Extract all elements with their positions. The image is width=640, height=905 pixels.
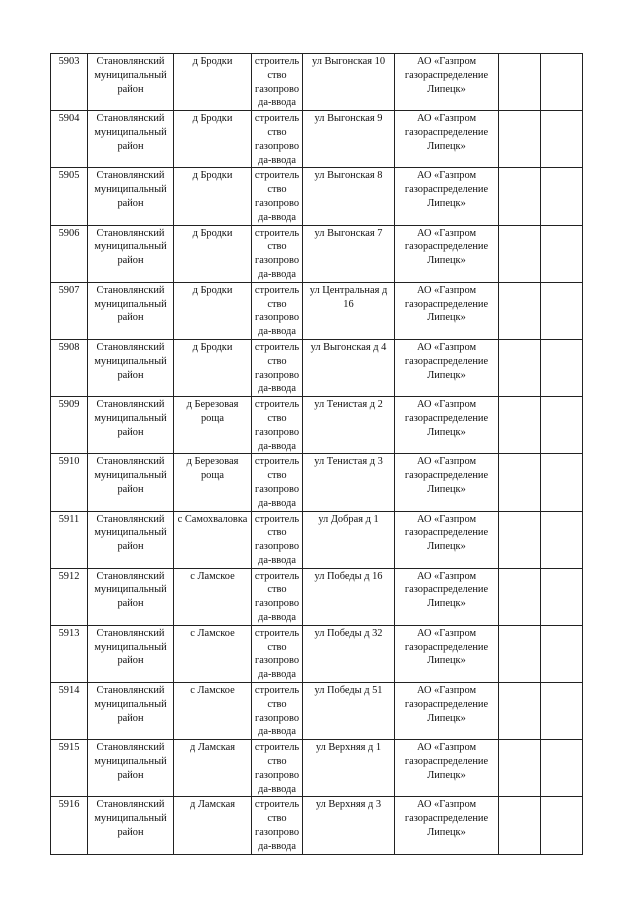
district-cell: Становлянский муниципальный район bbox=[88, 625, 174, 682]
work-type-line: газопрово bbox=[254, 369, 300, 381]
work-type-line: ство bbox=[267, 69, 287, 81]
district-cell: Становлянский муниципальный район bbox=[88, 168, 174, 225]
work-type-line: строитель bbox=[254, 685, 300, 697]
organization-cell: АО «Газпром газораспределение Липецк» bbox=[395, 454, 499, 511]
work-type-line: да-ввода bbox=[258, 440, 296, 452]
locality-cell: д Бродки bbox=[174, 111, 252, 168]
table-row bbox=[51, 454, 583, 511]
district-cell: Становлянский муниципальный район bbox=[88, 797, 174, 854]
organization-cell: АО «Газпром газораспределение Липецк» bbox=[395, 625, 499, 682]
work-type-line: строитель bbox=[254, 570, 300, 582]
work-type-line: да-ввода bbox=[258, 554, 296, 566]
work-type-line: да-ввода bbox=[258, 211, 296, 223]
address-cell: ул Тенистая д 3 bbox=[303, 454, 395, 511]
locality-cell: с Ламское bbox=[174, 568, 252, 625]
empty-cell bbox=[499, 740, 541, 797]
work-type-line: ство bbox=[267, 641, 287, 653]
table-row bbox=[51, 625, 583, 682]
organization-cell: АО «Газпром газораспределение Липецк» bbox=[395, 797, 499, 854]
empty-cell bbox=[499, 225, 541, 282]
district-cell: Становлянский муниципальный район bbox=[88, 568, 174, 625]
work-type-line: газопрово bbox=[254, 712, 300, 724]
work-type-line: строитель bbox=[254, 341, 300, 353]
empty-cell bbox=[541, 511, 583, 568]
empty-cell bbox=[499, 797, 541, 854]
work-type-line: строитель bbox=[254, 284, 300, 296]
work-type-line: газопрово bbox=[254, 541, 300, 553]
row-number-cell: 5916 bbox=[51, 797, 88, 854]
address-cell: ул Добрая д 1 bbox=[303, 511, 395, 568]
empty-cell bbox=[541, 339, 583, 396]
empty-cell bbox=[499, 625, 541, 682]
work-type-line: ство bbox=[267, 470, 287, 482]
address-cell: ул Тенистая д 2 bbox=[303, 397, 395, 454]
table-row bbox=[51, 683, 583, 740]
table-row bbox=[51, 511, 583, 568]
work-type-cell bbox=[252, 54, 303, 111]
row-number-cell: 5915 bbox=[51, 740, 88, 797]
empty-cell bbox=[541, 797, 583, 854]
table-row bbox=[51, 740, 583, 797]
table-row bbox=[51, 339, 583, 396]
work-type-cell bbox=[252, 625, 303, 682]
row-number-cell: 5909 bbox=[51, 397, 88, 454]
row-number-cell: 5911 bbox=[51, 511, 88, 568]
empty-cell bbox=[541, 568, 583, 625]
work-type-cell bbox=[252, 454, 303, 511]
work-type-line: газопрово bbox=[254, 140, 300, 152]
row-number-cell: 5910 bbox=[51, 454, 88, 511]
locality-cell: с Ламское bbox=[174, 683, 252, 740]
district-cell: Становлянский муниципальный район bbox=[88, 282, 174, 339]
work-type-cell bbox=[252, 397, 303, 454]
work-type-line: ство bbox=[267, 298, 287, 310]
table-row bbox=[51, 568, 583, 625]
table-body bbox=[51, 54, 583, 855]
row-number-cell: 5903 bbox=[51, 54, 88, 111]
locality-cell: с Самохваловка bbox=[174, 511, 252, 568]
work-type-line: газопрово bbox=[254, 827, 300, 839]
address-cell: ул Выгонская 7 bbox=[303, 225, 395, 282]
work-type-cell bbox=[252, 511, 303, 568]
address-cell: ул Выгонская 10 bbox=[303, 54, 395, 111]
work-type-line: ство bbox=[267, 184, 287, 196]
work-type-line: строитель bbox=[254, 627, 300, 639]
locality-cell: д Ламская bbox=[174, 740, 252, 797]
empty-cell bbox=[541, 683, 583, 740]
work-type-cell bbox=[252, 339, 303, 396]
work-type-line: строитель bbox=[254, 456, 300, 468]
row-number-cell: 5906 bbox=[51, 225, 88, 282]
table-row bbox=[51, 54, 583, 111]
address-cell: ул Верхняя д 3 bbox=[303, 797, 395, 854]
empty-cell bbox=[499, 339, 541, 396]
row-number-cell: 5905 bbox=[51, 168, 88, 225]
locality-cell: с Ламское bbox=[174, 625, 252, 682]
organization-cell: АО «Газпром газораспределение Липецк» bbox=[395, 740, 499, 797]
empty-cell bbox=[541, 397, 583, 454]
organization-cell: АО «Газпром газораспределение Липецк» bbox=[395, 225, 499, 282]
work-type-line: газопрово bbox=[254, 598, 300, 610]
table-row bbox=[51, 797, 583, 854]
empty-cell bbox=[541, 282, 583, 339]
empty-cell bbox=[499, 282, 541, 339]
work-type-line: газопрово bbox=[254, 655, 300, 667]
work-type-line: строитель bbox=[254, 113, 300, 125]
work-type-cell bbox=[252, 225, 303, 282]
empty-cell bbox=[499, 111, 541, 168]
district-cell: Становлянский муниципальный район bbox=[88, 339, 174, 396]
table-row bbox=[51, 168, 583, 225]
empty-cell bbox=[541, 454, 583, 511]
row-number-cell: 5907 bbox=[51, 282, 88, 339]
work-type-line: да-ввода bbox=[258, 268, 296, 280]
register-table bbox=[50, 53, 583, 855]
table-row bbox=[51, 397, 583, 454]
work-type-line: да-ввода bbox=[258, 383, 296, 395]
district-cell: Становлянский муниципальный район bbox=[88, 225, 174, 282]
empty-cell bbox=[499, 511, 541, 568]
work-type-line: ство bbox=[267, 241, 287, 253]
empty-cell bbox=[541, 740, 583, 797]
empty-cell bbox=[541, 111, 583, 168]
organization-cell: АО «Газпром газораспределение Липецк» bbox=[395, 282, 499, 339]
work-type-line: газопрово bbox=[254, 197, 300, 209]
work-type-line: газопрово bbox=[254, 255, 300, 267]
work-type-cell bbox=[252, 282, 303, 339]
work-type-line: строитель bbox=[254, 742, 300, 754]
work-type-line: ство bbox=[267, 527, 287, 539]
locality-cell: д Бродки bbox=[174, 225, 252, 282]
locality-cell: д Березовая роща bbox=[174, 454, 252, 511]
work-type-line: ство bbox=[267, 412, 287, 424]
work-type-line: ство bbox=[267, 813, 287, 825]
work-type-cell bbox=[252, 740, 303, 797]
work-type-line: строитель bbox=[254, 799, 300, 811]
locality-cell: д Бродки bbox=[174, 54, 252, 111]
district-cell: Становлянский муниципальный район bbox=[88, 683, 174, 740]
organization-cell: АО «Газпром газораспределение Липецк» bbox=[395, 397, 499, 454]
work-type-line: ство bbox=[267, 584, 287, 596]
work-type-line: да-ввода bbox=[258, 783, 296, 795]
organization-cell: АО «Газпром газораспределение Липецк» bbox=[395, 683, 499, 740]
empty-cell bbox=[499, 454, 541, 511]
district-cell: Становлянский муниципальный район bbox=[88, 511, 174, 568]
organization-cell: АО «Газпром газораспределение Липецк» bbox=[395, 54, 499, 111]
empty-cell bbox=[541, 54, 583, 111]
district-cell: Становлянский муниципальный район bbox=[88, 111, 174, 168]
address-cell: ул Верхняя д 1 bbox=[303, 740, 395, 797]
work-type-line: строитель bbox=[254, 227, 300, 239]
work-type-line: ство bbox=[267, 756, 287, 768]
empty-cell bbox=[499, 54, 541, 111]
work-type-line: строитель bbox=[254, 56, 300, 67]
work-type-line: да-ввода bbox=[258, 326, 296, 338]
address-cell: ул Победы д 32 bbox=[303, 625, 395, 682]
row-number-cell: 5904 bbox=[51, 111, 88, 168]
locality-cell: д Березовая роща bbox=[174, 397, 252, 454]
address-cell: ул Выгонская 8 bbox=[303, 168, 395, 225]
district-cell: Становлянский муниципальный район bbox=[88, 54, 174, 111]
empty-cell bbox=[499, 168, 541, 225]
row-number-cell: 5914 bbox=[51, 683, 88, 740]
row-number-cell: 5912 bbox=[51, 568, 88, 625]
work-type-line: да-ввода bbox=[258, 840, 296, 852]
empty-cell bbox=[499, 568, 541, 625]
district-cell: Становлянский муниципальный район bbox=[88, 740, 174, 797]
work-type-cell bbox=[252, 683, 303, 740]
empty-cell bbox=[541, 225, 583, 282]
work-type-line: ство bbox=[267, 355, 287, 367]
locality-cell: д Бродки bbox=[174, 282, 252, 339]
work-type-line: да-ввода bbox=[258, 669, 296, 681]
work-type-cell bbox=[252, 168, 303, 225]
empty-cell bbox=[499, 683, 541, 740]
organization-cell: АО «Газпром газораспределение Липецк» bbox=[395, 511, 499, 568]
table-row bbox=[51, 225, 583, 282]
work-type-cell bbox=[252, 797, 303, 854]
organization-cell: АО «Газпром газораспределение Липецк» bbox=[395, 339, 499, 396]
address-cell: ул Центральная д 16 bbox=[303, 282, 395, 339]
work-type-line: ство bbox=[267, 698, 287, 710]
locality-cell: д Бродки bbox=[174, 339, 252, 396]
work-type-line: строитель bbox=[254, 399, 300, 411]
table-row bbox=[51, 282, 583, 339]
work-type-line: да-ввода bbox=[258, 97, 296, 109]
row-number-cell: 5908 bbox=[51, 339, 88, 396]
empty-cell bbox=[541, 168, 583, 225]
empty-cell bbox=[499, 397, 541, 454]
empty-cell bbox=[541, 625, 583, 682]
address-cell: ул Победы д 51 bbox=[303, 683, 395, 740]
work-type-line: да-ввода bbox=[258, 726, 296, 738]
work-type-line: да-ввода bbox=[258, 612, 296, 624]
address-cell: ул Победы д 16 bbox=[303, 568, 395, 625]
organization-cell: АО «Газпром газораспределение Липецк» bbox=[395, 568, 499, 625]
work-type-line: строитель bbox=[254, 513, 300, 525]
work-type-line: газопрово bbox=[254, 426, 300, 438]
work-type-line: газопрово bbox=[254, 312, 300, 324]
work-type-line: да-ввода bbox=[258, 154, 296, 166]
organization-cell: АО «Газпром газораспределение Липецк» bbox=[395, 111, 499, 168]
work-type-line: да-ввода bbox=[258, 497, 296, 509]
table-row bbox=[51, 111, 583, 168]
work-type-cell bbox=[252, 568, 303, 625]
locality-cell: д Бродки bbox=[174, 168, 252, 225]
work-type-line: строитель bbox=[254, 170, 300, 182]
work-type-line: газопрово bbox=[254, 769, 300, 781]
work-type-line: газопрово bbox=[254, 83, 300, 95]
address-cell: ул Выгонская 9 bbox=[303, 111, 395, 168]
district-cell: Становлянский муниципальный район bbox=[88, 454, 174, 511]
district-cell: Становлянский муниципальный район bbox=[88, 397, 174, 454]
locality-cell: д Ламская bbox=[174, 797, 252, 854]
work-type-line: ство bbox=[267, 126, 287, 138]
row-number-cell: 5913 bbox=[51, 625, 88, 682]
organization-cell: АО «Газпром газораспределение Липецк» bbox=[395, 168, 499, 225]
work-type-cell bbox=[252, 111, 303, 168]
work-type-line: газопрово bbox=[254, 483, 300, 495]
address-cell: ул Выгонская д 4 bbox=[303, 339, 395, 396]
